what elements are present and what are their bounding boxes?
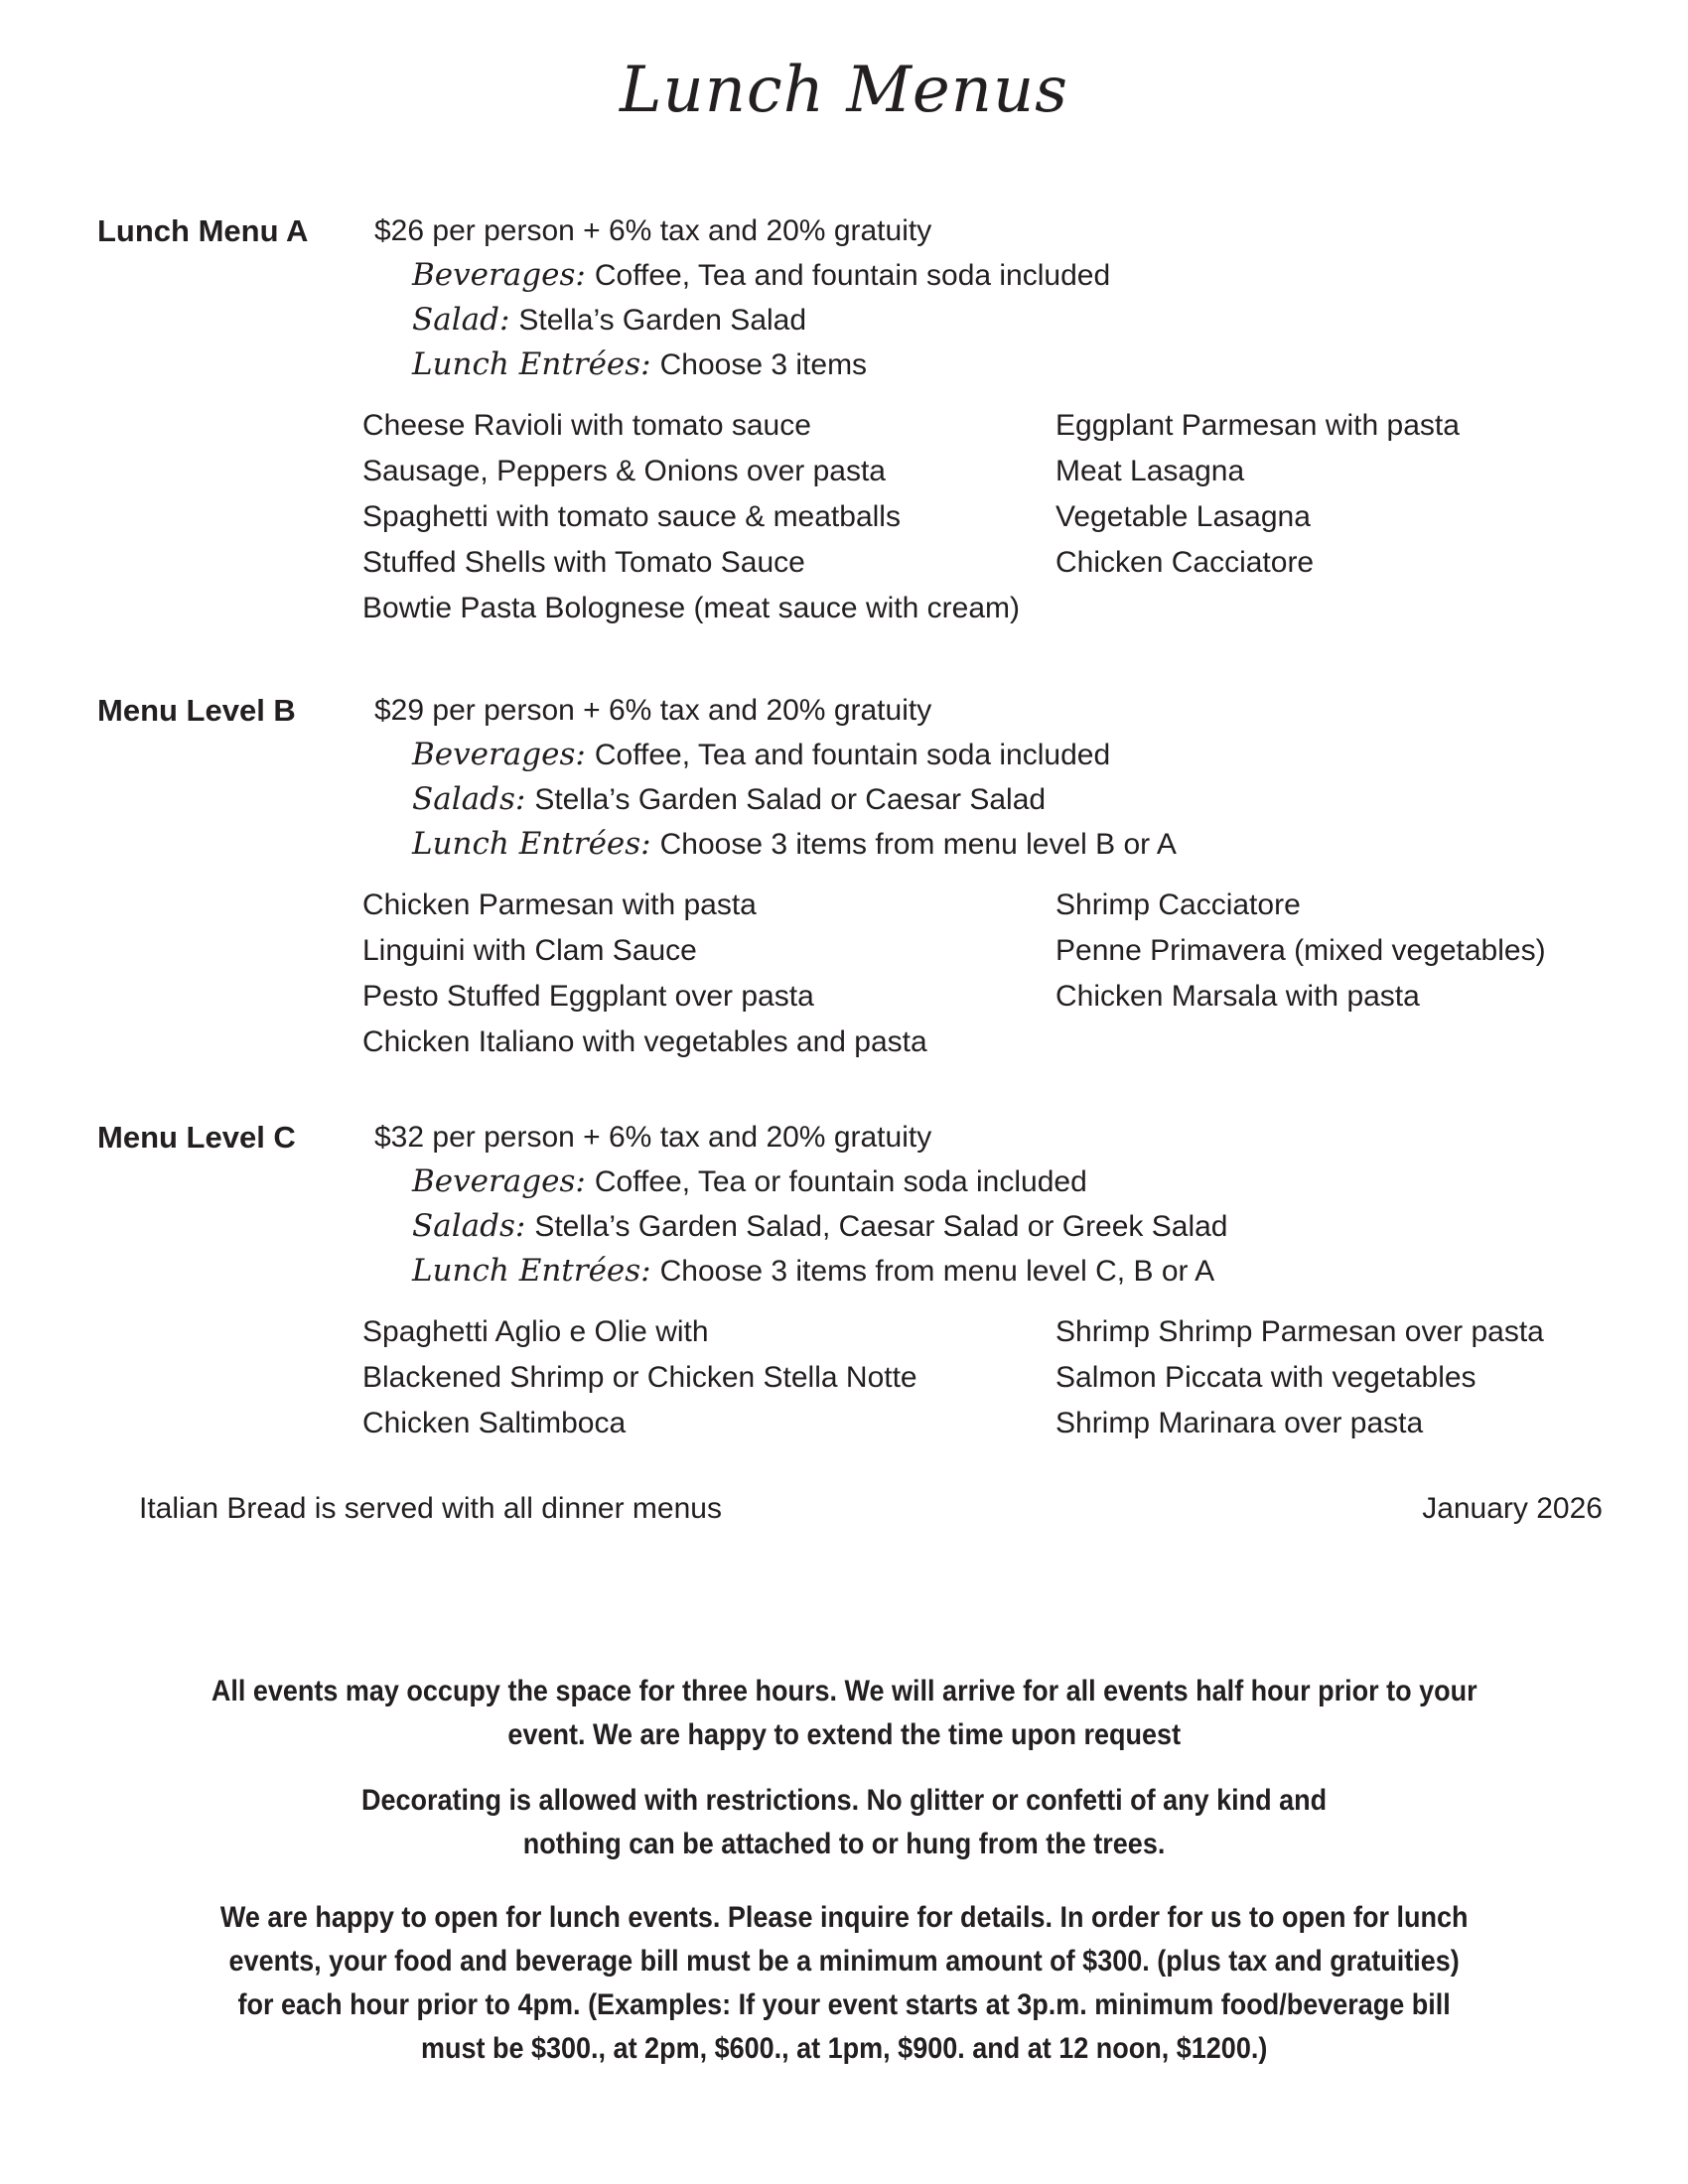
detail-label: Beverages: [412, 737, 586, 772]
section-label: Menu Level B [97, 693, 296, 728]
detail-beverages [412, 253, 1688, 298]
section-details [412, 253, 1688, 387]
detail-beverages [412, 733, 1688, 777]
detail-entrees [412, 822, 1688, 867]
menu-item: Cheese Ravioli with tomato sauce [362, 409, 811, 442]
section-details [412, 1160, 1688, 1294]
detail-entrees [412, 1249, 1688, 1294]
items-column-right [1055, 883, 1546, 1065]
menu-item: Salmon Piccata with vegetables [1055, 1361, 1477, 1394]
menu-item: Chicken Saltimboca [362, 1407, 627, 1439]
detail-text: Coffee, Tea and fountain soda included [594, 739, 1111, 771]
detail-salads [412, 1204, 1688, 1249]
menu-item: Shrimp Shrimp Parmesan over pasta [1055, 1315, 1544, 1348]
menu-item: Bowtie Pasta Bolognese (meat sauce with cream) [362, 592, 1020, 624]
detail-text: Coffee, Tea and fountain soda included [594, 259, 1111, 292]
policy-lunch-minimums: We are happy to open for lunch events. Please inquire for details. In order for us to open for lunch events, your food and beverage bill must be a minimum amount of $300. (plus tax and gratuities) for each hour prior to 4pm. (Examples: If your event starts at 3p.m. minimum food/beverage bill must be $300., at 2pm, $600., at 1pm, $900. and at 12 noon, $1200.) [219, 1901, 1469, 2065]
section-label: Menu Level C [97, 1120, 296, 1155]
menu-item: Chicken Italiano with vegetables and pasta [362, 1025, 927, 1058]
section-details [412, 733, 1688, 867]
menu-item: Spaghetti Aglio e Olie with [362, 1315, 709, 1348]
detail-text: Stella’s Garden Salad, Caesar Salad or Greek Salad [534, 1210, 1228, 1243]
items-column-right [1055, 403, 1460, 631]
detail-label: Salads: [412, 781, 526, 817]
section-label: Lunch Menu A [97, 213, 309, 248]
menu-item: Linguini with Clam Sauce [362, 934, 697, 967]
menu-item: Stuffed Shells with Tomato Sauce [362, 546, 805, 579]
detail-label: Beverages: [412, 1163, 586, 1199]
detail-text: Choose 3 items from menu level C, B or A [659, 1255, 1215, 1288]
detail-entrees [412, 342, 1688, 387]
detail-text: Coffee, Tea or fountain soda included [594, 1165, 1087, 1198]
section-items [362, 883, 1688, 1065]
section-lunch-menu-a [97, 208, 1688, 631]
detail-salad [412, 298, 1688, 342]
menu-item: Chicken Marsala with pasta [1055, 980, 1420, 1013]
detail-text: Choose 3 items [659, 348, 868, 381]
detail-label: Lunch Entrées: [412, 826, 651, 862]
menu-item: Eggplant Parmesan with pasta [1055, 409, 1460, 442]
detail-label: Lunch Entrées: [412, 1253, 651, 1289]
menu-item: Meat Lasagna [1055, 455, 1245, 487]
menu-item: Shrimp Cacciatore [1055, 888, 1301, 921]
detail-text: Stella’s Garden Salad [518, 304, 807, 337]
bread-note: Italian Bread is served with all dinner menus [139, 1492, 722, 1525]
policy-event-duration: All events may occupy the space for three hours. We will arrive for all events half hour prior to your event. We are happy to extend the time upon request [211, 1675, 1477, 1751]
menu-item: Sausage, Peppers & Onions over pasta [362, 455, 886, 487]
detail-label: Salad: [412, 302, 510, 338]
detail-beverages [412, 1160, 1688, 1204]
section-menu-level-c [97, 1115, 1688, 1446]
menu-item: Chicken Parmesan with pasta [362, 888, 757, 921]
menu-item: Chicken Cacciatore [1055, 546, 1315, 579]
items-column-left [362, 1309, 1055, 1446]
detail-label: Beverages: [412, 257, 586, 293]
menu-item: Spaghetti with tomato sauce & meatballs [362, 500, 901, 533]
items-column-left [362, 403, 1055, 631]
detail-salads [412, 777, 1688, 822]
menu-item: Vegetable Lasagna [1055, 500, 1311, 533]
items-column-left [362, 883, 1055, 1065]
section-price: $32 per person + 6% tax and 20% gratuity [374, 1121, 932, 1154]
items-column-right [1055, 1309, 1544, 1446]
page-title: Lunch Menus [619, 54, 1069, 127]
section-menu-level-b [97, 688, 1688, 1065]
detail-text: Choose 3 items from menu level B or A [659, 828, 1177, 861]
menu-item: Blackened Shrimp or Chicken Stella Notte [362, 1361, 917, 1394]
section-items [362, 1309, 1688, 1446]
section-header [97, 1115, 1688, 1160]
menu-item: Penne Primavera (mixed vegetables) [1055, 934, 1546, 967]
section-price: $29 per person + 6% tax and 20% gratuity [374, 694, 932, 727]
menu-item: Shrimp Marinara over pasta [1055, 1407, 1424, 1439]
section-items [362, 403, 1688, 631]
policy-decorating: Decorating is allowed with restrictions. No glitter or confetti of any kind and nothing can be attached to or hung from the trees. [360, 1784, 1328, 1860]
menu-item: Pesto Stuffed Eggplant over pasta [362, 980, 814, 1013]
detail-text: Stella’s Garden Salad or Caesar Salad [534, 783, 1047, 816]
footer-note-row [139, 1486, 1603, 1531]
detail-label: Lunch Entrées: [412, 346, 651, 382]
menu-date: January 2026 [1422, 1492, 1603, 1525]
section-header [97, 208, 1688, 253]
section-price: $26 per person + 6% tax and 20% gratuity [374, 214, 932, 247]
section-header [97, 688, 1688, 733]
detail-label: Salads: [412, 1208, 526, 1244]
